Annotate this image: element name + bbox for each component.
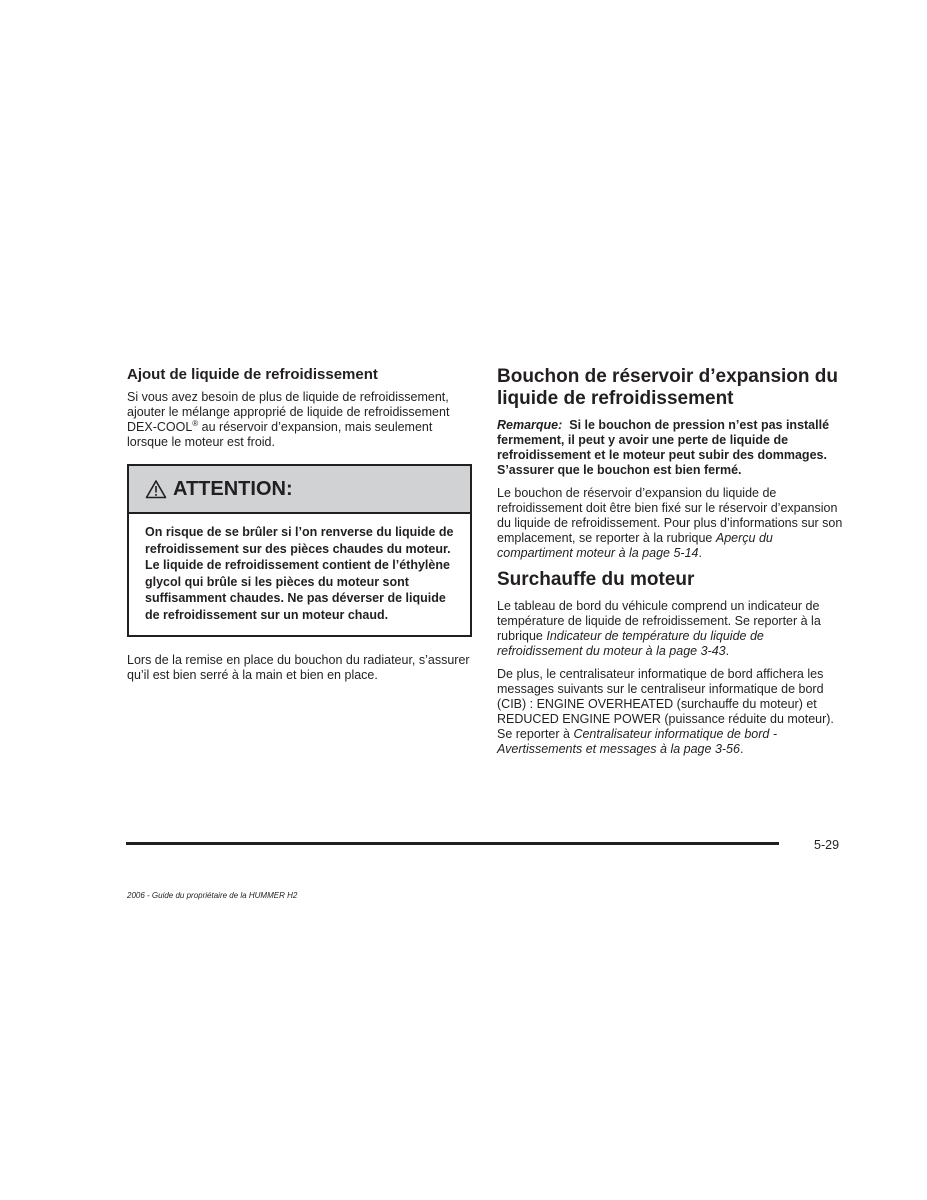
cross-reference: Aperçu du compartiment moteur à la page 5-14 (497, 531, 773, 560)
section-heading-adding-coolant: Ajout de liquide de refroidissement (127, 366, 378, 383)
expansion-cap-paragraph: Le bouchon de réservoir d’expansion du liquide de refroidissement doit être bien fixé sur le réservoir d’expansion du liquide de refroidissement. Pour plus d’informations sur son emplacement, se reporter à la rubrique Aperçu du compartiment moteur à la page 5-14. (497, 486, 843, 560)
attention-box (127, 464, 472, 637)
overheating-paragraph-2: De plus, le centralisateur informatique de bord affichera les messages suivants sur le centraliseur informatique de bord (CIB) : ENGINE OVERHEATED (surchauffe du moteur) et REDUCED ENGINE POWER (puissance réduite du moteur). Se reporter à Centralisateur informatique de bord - Avertissements et messages à la page 3-56. (497, 667, 834, 756)
adding-coolant-paragraph: Si vous avez besoin de plus de liquide de refroidissement, ajouter le mélange approprié de liquide de refroidissement DEX-COOL® au réservoir d’expansion, mais seulement lorsque le moteur est froid. (127, 390, 450, 449)
left-column (127, 366, 472, 691)
section-heading-overheating: Surchauffe du moteur (497, 569, 695, 590)
overheating-paragraph-1: Le tableau de bord du véhicule comprend un indicateur de température de liquide de refroidissement. Se reporter à la rubrique Indicateur de température du liquide de refroidissement du moteur à la page 3-43. (497, 599, 821, 658)
attention-header (129, 466, 470, 514)
right-column (497, 366, 845, 765)
footer-text: 2006 - Guide du propriétaire de la HUMMER H2 (127, 891, 298, 900)
footer-rule (126, 842, 779, 845)
attention-title: ATTENTION: (173, 477, 293, 500)
page-number: 5-29 (814, 838, 840, 852)
remarque-label: Remarque: (497, 418, 563, 432)
registered-mark: ® (192, 418, 199, 428)
section-heading-expansion-cap: Bouchon de réservoir d’expansion du liquide de refroidissement (497, 366, 839, 409)
remarque-paragraph: Remarque: Si le bouchon de pression n’est pas installé fermement, il peut y avoir une perte de liquide de refroidissement et le moteur peut subir des dommages. S’assurer que le bouchon est bien fermé. (497, 418, 830, 477)
radiator-cap-paragraph: Lors de la remise en place du bouchon du radiateur, s’assurer qu’il est bien serré à la main et bien en place. (127, 653, 470, 682)
attention-text: On risque de se brûler si l’on renverse du liquide de refroidissement sur des pièces chaudes du moteur. Le liquide de refroidissement contient de l’éthylène glycol qui brûle si les pièces du moteur sont suffisamment chaudes. Ne pas déverser de liquide de refroidissement sur un moteur chaud. (145, 525, 454, 622)
warning-triangle-icon (145, 479, 167, 499)
cross-reference: Centralisateur informatique de bord - Avertissements et messages à la page 3-56 (497, 727, 778, 756)
cross-reference: Indicateur de température du liquide de refroidissement du moteur à la page 3-43 (497, 629, 764, 658)
